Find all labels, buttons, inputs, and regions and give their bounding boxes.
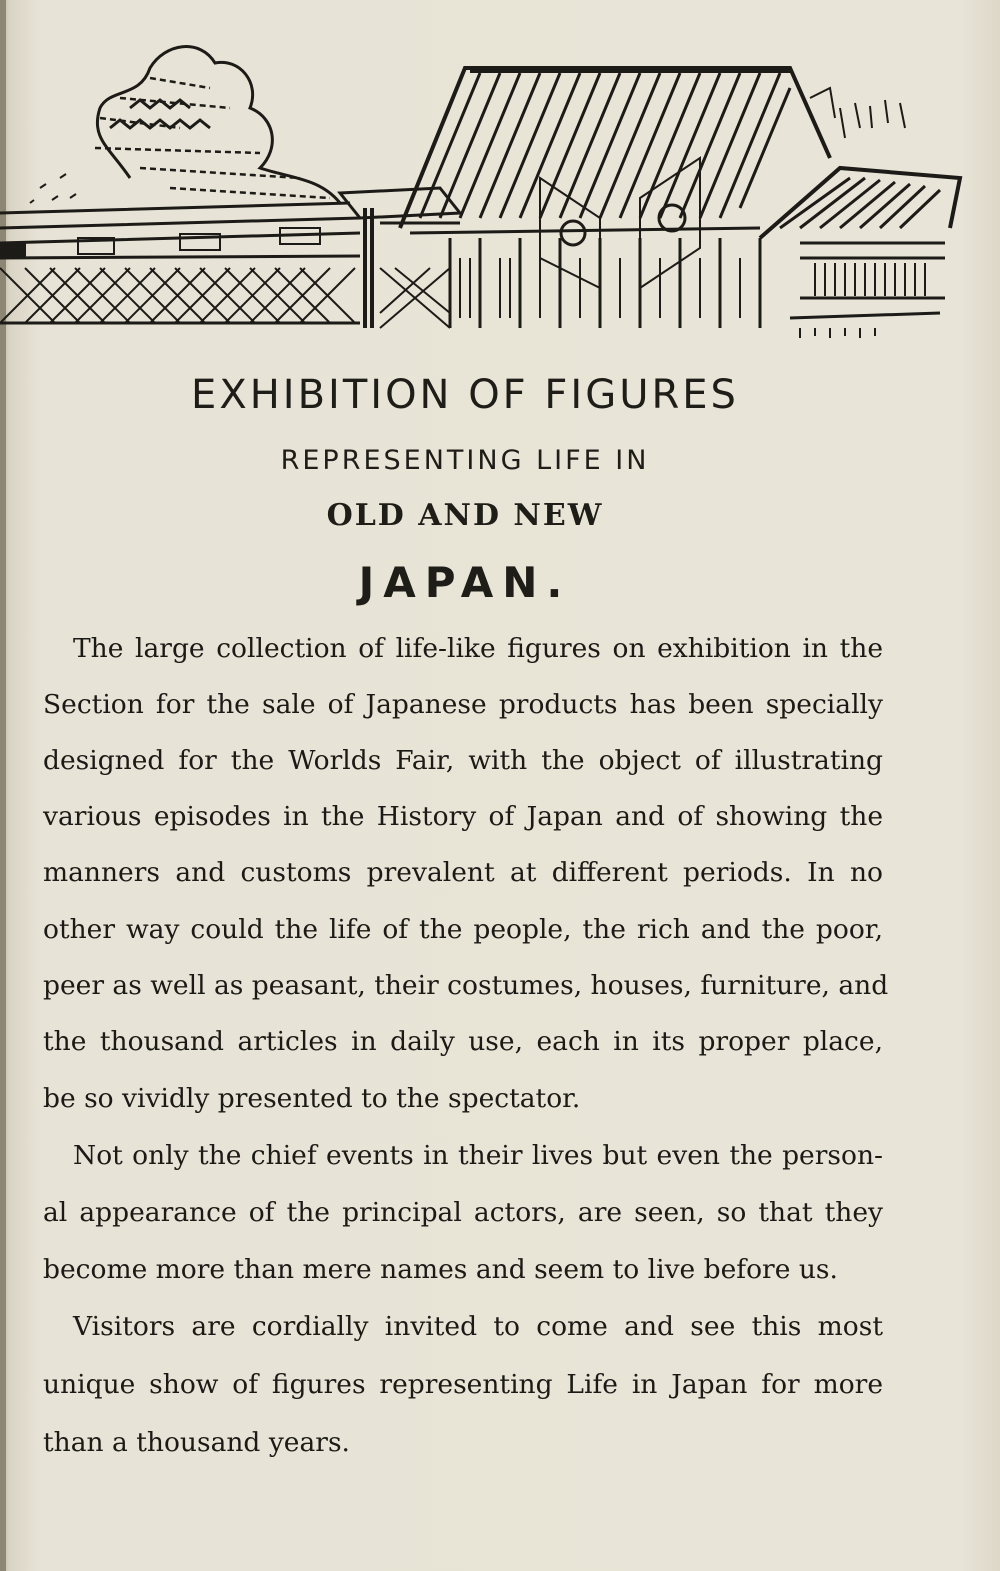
text-line: be so vividly presented to the spectator.: [43, 1083, 581, 1114]
page-title: EXHIBITION OF FIGURES: [191, 372, 739, 418]
text-line: other way could the life of the people, the rich and the poor,: [43, 914, 883, 945]
text-line: Section for the sale of Japanese products has been specially: [43, 689, 883, 720]
text-line: the thousand articles in daily use, each in its proper place,: [43, 1026, 883, 1057]
text-line: Visitors are cordially invited to come and see this most: [73, 1311, 883, 1342]
page-subtitle-2: OLD AND NEW: [326, 498, 604, 533]
text-line: The large collection of life-like figures on exhibition in the: [73, 633, 883, 664]
pine-tree-drawing: [30, 47, 340, 203]
page-country-heading: JAPAN.: [358, 558, 572, 607]
thatched-roof-building-drawing: [400, 68, 905, 328]
text-line: designed for the Worlds Fair, with the object of illustrating: [43, 745, 883, 776]
text-line: peer as well as peasant, their costumes, houses, furniture, and: [43, 970, 889, 1001]
right-house-drawing: [760, 168, 960, 338]
page-subtitle: REPRESENTING LIFE IN: [280, 445, 650, 476]
text-line: al appearance of the principal actors, are seen, so that they: [43, 1197, 883, 1228]
text-line: unique show of figures representing Life in Japan for more: [43, 1369, 883, 1400]
lattice-wall-drawing: [0, 203, 360, 323]
text-line: Not only the chief events in their lives but even the person-: [73, 1140, 883, 1171]
japanese-village-illustration: [0, 28, 965, 348]
text-line: manners and customs prevalent at different periods. In no: [43, 857, 883, 888]
text-line: become more than mere names and seem to live before us.: [43, 1254, 838, 1285]
gate-drawing: [340, 188, 460, 328]
text-line: than a thousand years.: [43, 1427, 350, 1458]
text-line: various episodes in the History of Japan and of showing the: [43, 801, 883, 832]
